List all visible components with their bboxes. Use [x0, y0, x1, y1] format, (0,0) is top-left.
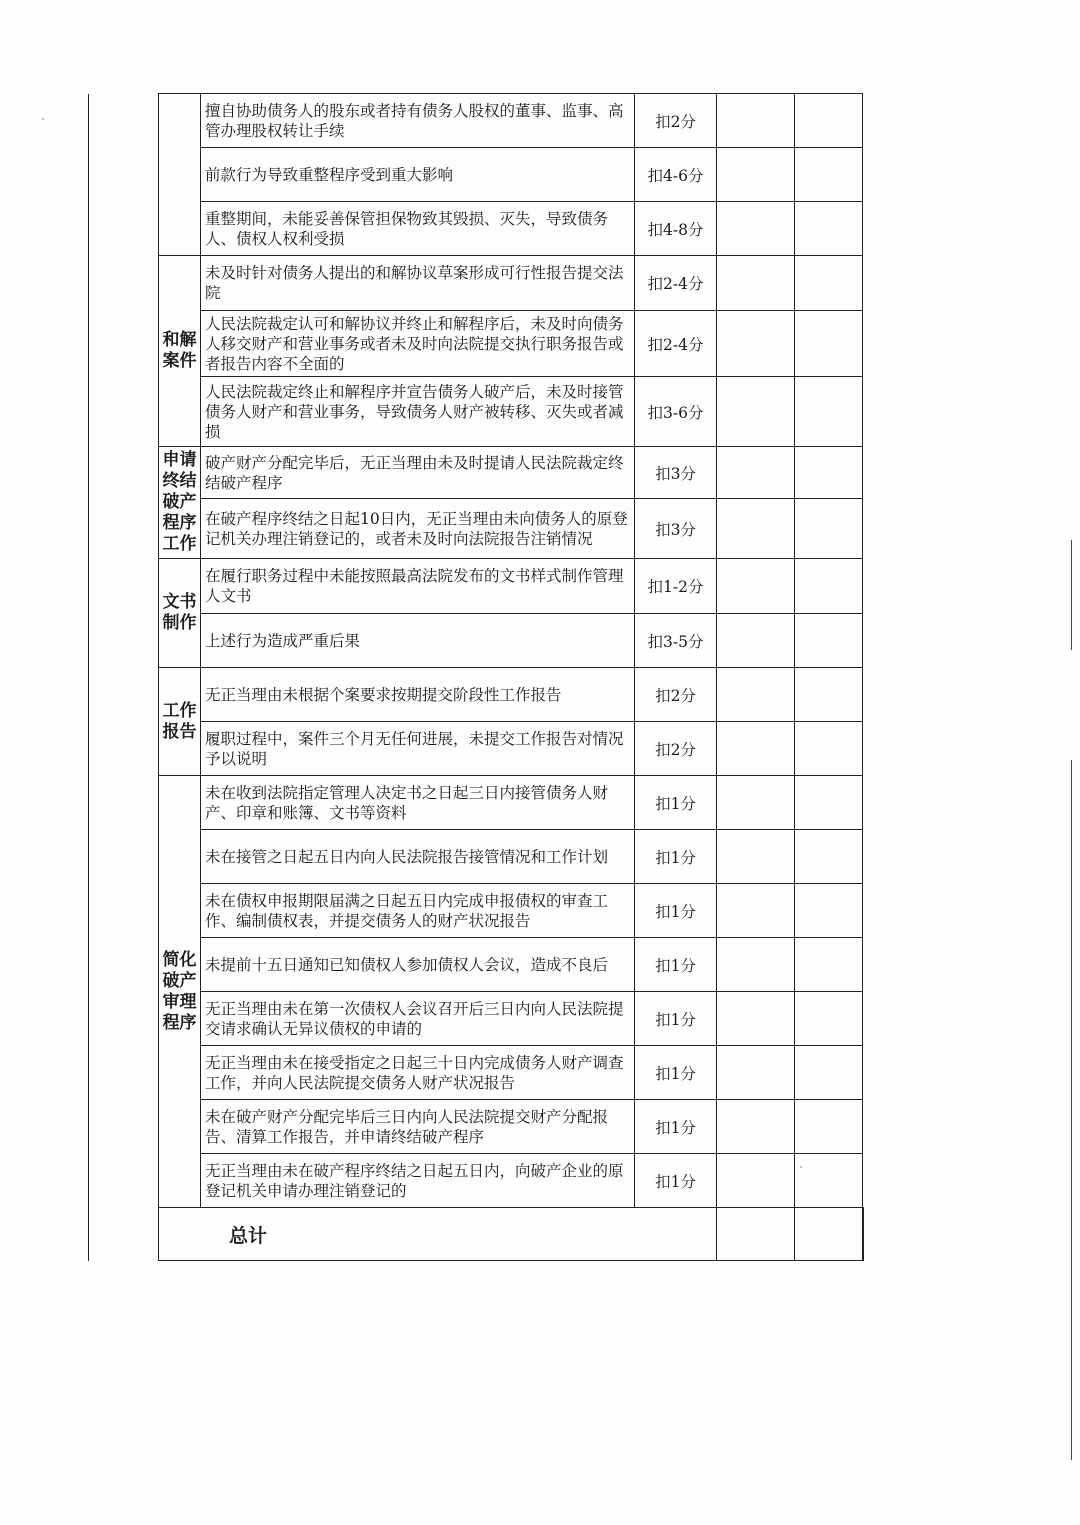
remark-cell[interactable]	[795, 202, 863, 256]
score-cell[interactable]	[717, 202, 795, 256]
scan-speck	[42, 118, 44, 120]
item-deduction: 扣1分	[635, 776, 717, 830]
item-deduction: 扣1分	[635, 884, 717, 938]
item-description: 在履行职务过程中未能按照最高法院发布的文书样式制作管理人文书	[201, 559, 635, 614]
item-deduction: 扣3分	[635, 499, 717, 559]
item-description: 无正当理由未根据个案要求按期提交阶段性工作报告	[201, 668, 635, 722]
item-deduction: 扣1分	[635, 938, 717, 992]
total-deduction-cell[interactable]	[717, 1208, 795, 1261]
item-description: 人民法院裁定终止和解程序并宣告债务人破产后，未及时接管债务人财产和营业事务，导致债务人财产被转移、灭失或者减损	[201, 377, 635, 447]
table-row	[89, 256, 864, 311]
item-description: 履职过程中，案件三个月无任何进展，未提交工作报告对情况予以说明	[201, 722, 635, 776]
item-description: 未提前十五日通知已知债权人参加债权人会议，造成不良后	[201, 938, 635, 992]
item-description: 重整期间，未能妥善保管担保物致其毁损、灭失，导致债务人、债权人权利受损	[201, 202, 635, 256]
category-cell	[159, 94, 201, 256]
total-remark-cell[interactable]	[863, 1208, 864, 1261]
table-row	[89, 884, 864, 938]
item-deduction: 扣1分	[635, 830, 717, 884]
score-cell[interactable]	[717, 614, 795, 668]
item-description: 未在债权申报期限届满之日起五日内完成申报债权的审查工作、编制债权表，并提交债务人的财产状况报告	[201, 884, 635, 938]
item-deduction: 扣2分	[635, 94, 717, 148]
item-description: 前款行为导致重整程序受到重大影响	[201, 148, 635, 202]
total-row	[89, 1208, 864, 1261]
table-row	[89, 499, 864, 559]
table-row	[89, 1100, 864, 1154]
item-deduction: 扣1-2分	[635, 559, 717, 614]
table-row	[89, 311, 864, 377]
remark-cell[interactable]	[795, 94, 863, 148]
score-cell[interactable]	[717, 938, 795, 992]
remark-cell[interactable]	[795, 884, 863, 938]
score-cell[interactable]	[717, 148, 795, 202]
remark-cell[interactable]	[795, 668, 863, 722]
scan-edge-line-upper	[1071, 540, 1072, 650]
remark-cell[interactable]	[795, 377, 863, 447]
score-cell[interactable]	[717, 884, 795, 938]
score-cell[interactable]	[717, 1046, 795, 1100]
remark-cell[interactable]	[795, 447, 863, 499]
table-row	[89, 776, 864, 830]
remark-cell[interactable]	[795, 614, 863, 668]
table-row	[89, 1046, 864, 1100]
score-cell[interactable]	[717, 94, 795, 148]
item-description: 无正当理由未在第一次债权人会议召开后三日内向人民法院提交请求确认无异议债权的申请的	[201, 992, 635, 1046]
remark-cell[interactable]	[795, 499, 863, 559]
item-deduction: 扣1分	[635, 1154, 717, 1208]
table-row	[89, 830, 864, 884]
score-cell[interactable]	[717, 377, 795, 447]
remark-cell[interactable]	[795, 148, 863, 202]
score-cell[interactable]	[717, 499, 795, 559]
score-cell[interactable]	[717, 447, 795, 499]
score-cell[interactable]	[717, 722, 795, 776]
remark-cell[interactable]	[795, 1100, 863, 1154]
remark-cell[interactable]	[795, 776, 863, 830]
item-description: 无正当理由未在接受指定之日起三十日内完成债务人财产调查工作，并向人民法院提交债务人财产状况报告	[201, 1046, 635, 1100]
item-description: 未及时针对债务人提出的和解协议草案形成可行性报告提交法院	[201, 256, 635, 311]
remark-cell[interactable]	[795, 722, 863, 776]
table-row	[89, 614, 864, 668]
table-row	[89, 447, 864, 499]
table-row	[89, 722, 864, 776]
item-description: 在破产程序终结之日起10日内，无正当理由未向债务人的原登记机关办理注销登记的，或者未及时向法院报告注销情况	[201, 499, 635, 559]
item-deduction: 扣3-6分	[635, 377, 717, 447]
remark-cell[interactable]	[795, 256, 863, 311]
item-deduction: 扣2分	[635, 722, 717, 776]
item-deduction: 扣2-4分	[635, 311, 717, 377]
item-deduction: 扣1分	[635, 992, 717, 1046]
table-row	[89, 148, 864, 202]
score-cell[interactable]	[717, 776, 795, 830]
item-description: 上述行为造成严重后果	[201, 614, 635, 668]
item-description: 无正当理由未在破产程序终结之日起五日内，向破产企业的原登记机关申请办理注销登记的	[201, 1154, 635, 1208]
item-description: 未在破产财产分配完毕后三日内向人民法院提交财产分配报告、清算工作报告，并申请终结破产程序	[201, 1100, 635, 1154]
item-deduction: 扣1分	[635, 1046, 717, 1100]
scan-edge-line-lower	[1071, 760, 1072, 1460]
table-row	[89, 94, 864, 148]
remark-cell[interactable]	[795, 1046, 863, 1100]
item-description: 人民法院裁定认可和解协议并终止和解程序后，未及时向债务人移交财产和营业事务或者未及时向法院提交执行职务报告或者报告内容不全面的	[201, 311, 635, 377]
category-cell: 工作报告	[159, 668, 201, 776]
lead-column	[89, 94, 159, 1261]
category-cell: 申请终结破产程序工作	[159, 447, 201, 559]
score-cell[interactable]	[717, 830, 795, 884]
remark-cell[interactable]	[795, 938, 863, 992]
category-cell: 简化破产审理程序	[159, 776, 201, 1208]
score-cell[interactable]	[717, 256, 795, 311]
total-label: 总计	[159, 1208, 717, 1261]
item-deduction: 扣2分	[635, 668, 717, 722]
item-deduction: 扣4-8分	[635, 202, 717, 256]
item-description: 擅自协助债务人的股东或者持有债务人股权的董事、监事、高管办理股权转让手续	[201, 94, 635, 148]
score-cell[interactable]	[717, 668, 795, 722]
table-row	[89, 377, 864, 447]
item-deduction: 扣3分	[635, 447, 717, 499]
score-cell[interactable]	[717, 992, 795, 1046]
table-row	[89, 202, 864, 256]
table-row	[89, 938, 864, 992]
item-deduction: 扣1分	[635, 1100, 717, 1154]
score-cell[interactable]	[717, 559, 795, 614]
remark-cell[interactable]	[795, 1154, 863, 1208]
category-cell: 文书制作	[159, 559, 201, 668]
category-cell: 和解案件	[159, 256, 201, 447]
table-row	[89, 992, 864, 1046]
table-row	[89, 559, 864, 614]
item-description: 未在接管之日起五日内向人民法院报告接管情况和工作计划	[201, 830, 635, 884]
total-score-cell[interactable]	[795, 1208, 863, 1261]
score-cell[interactable]	[717, 311, 795, 377]
table-row	[89, 1154, 864, 1208]
remark-cell[interactable]	[795, 830, 863, 884]
item-deduction: 扣2-4分	[635, 256, 717, 311]
remark-cell[interactable]	[795, 311, 863, 377]
remark-cell[interactable]	[795, 559, 863, 614]
score-cell[interactable]	[717, 1100, 795, 1154]
item-deduction: 扣4-6分	[635, 148, 717, 202]
item-description: 破产财产分配完毕后，无正当理由未及时提请人民法院裁定终结破产程序	[201, 447, 635, 499]
score-cell[interactable]	[717, 1154, 795, 1208]
table-row	[89, 668, 864, 722]
item-description: 未在收到法院指定管理人决定书之日起三日内接管债务人财产、印章和账簿、文书等资料	[201, 776, 635, 830]
item-deduction: 扣3-5分	[635, 614, 717, 668]
assessment-table	[88, 93, 864, 1261]
remark-cell[interactable]	[795, 992, 863, 1046]
